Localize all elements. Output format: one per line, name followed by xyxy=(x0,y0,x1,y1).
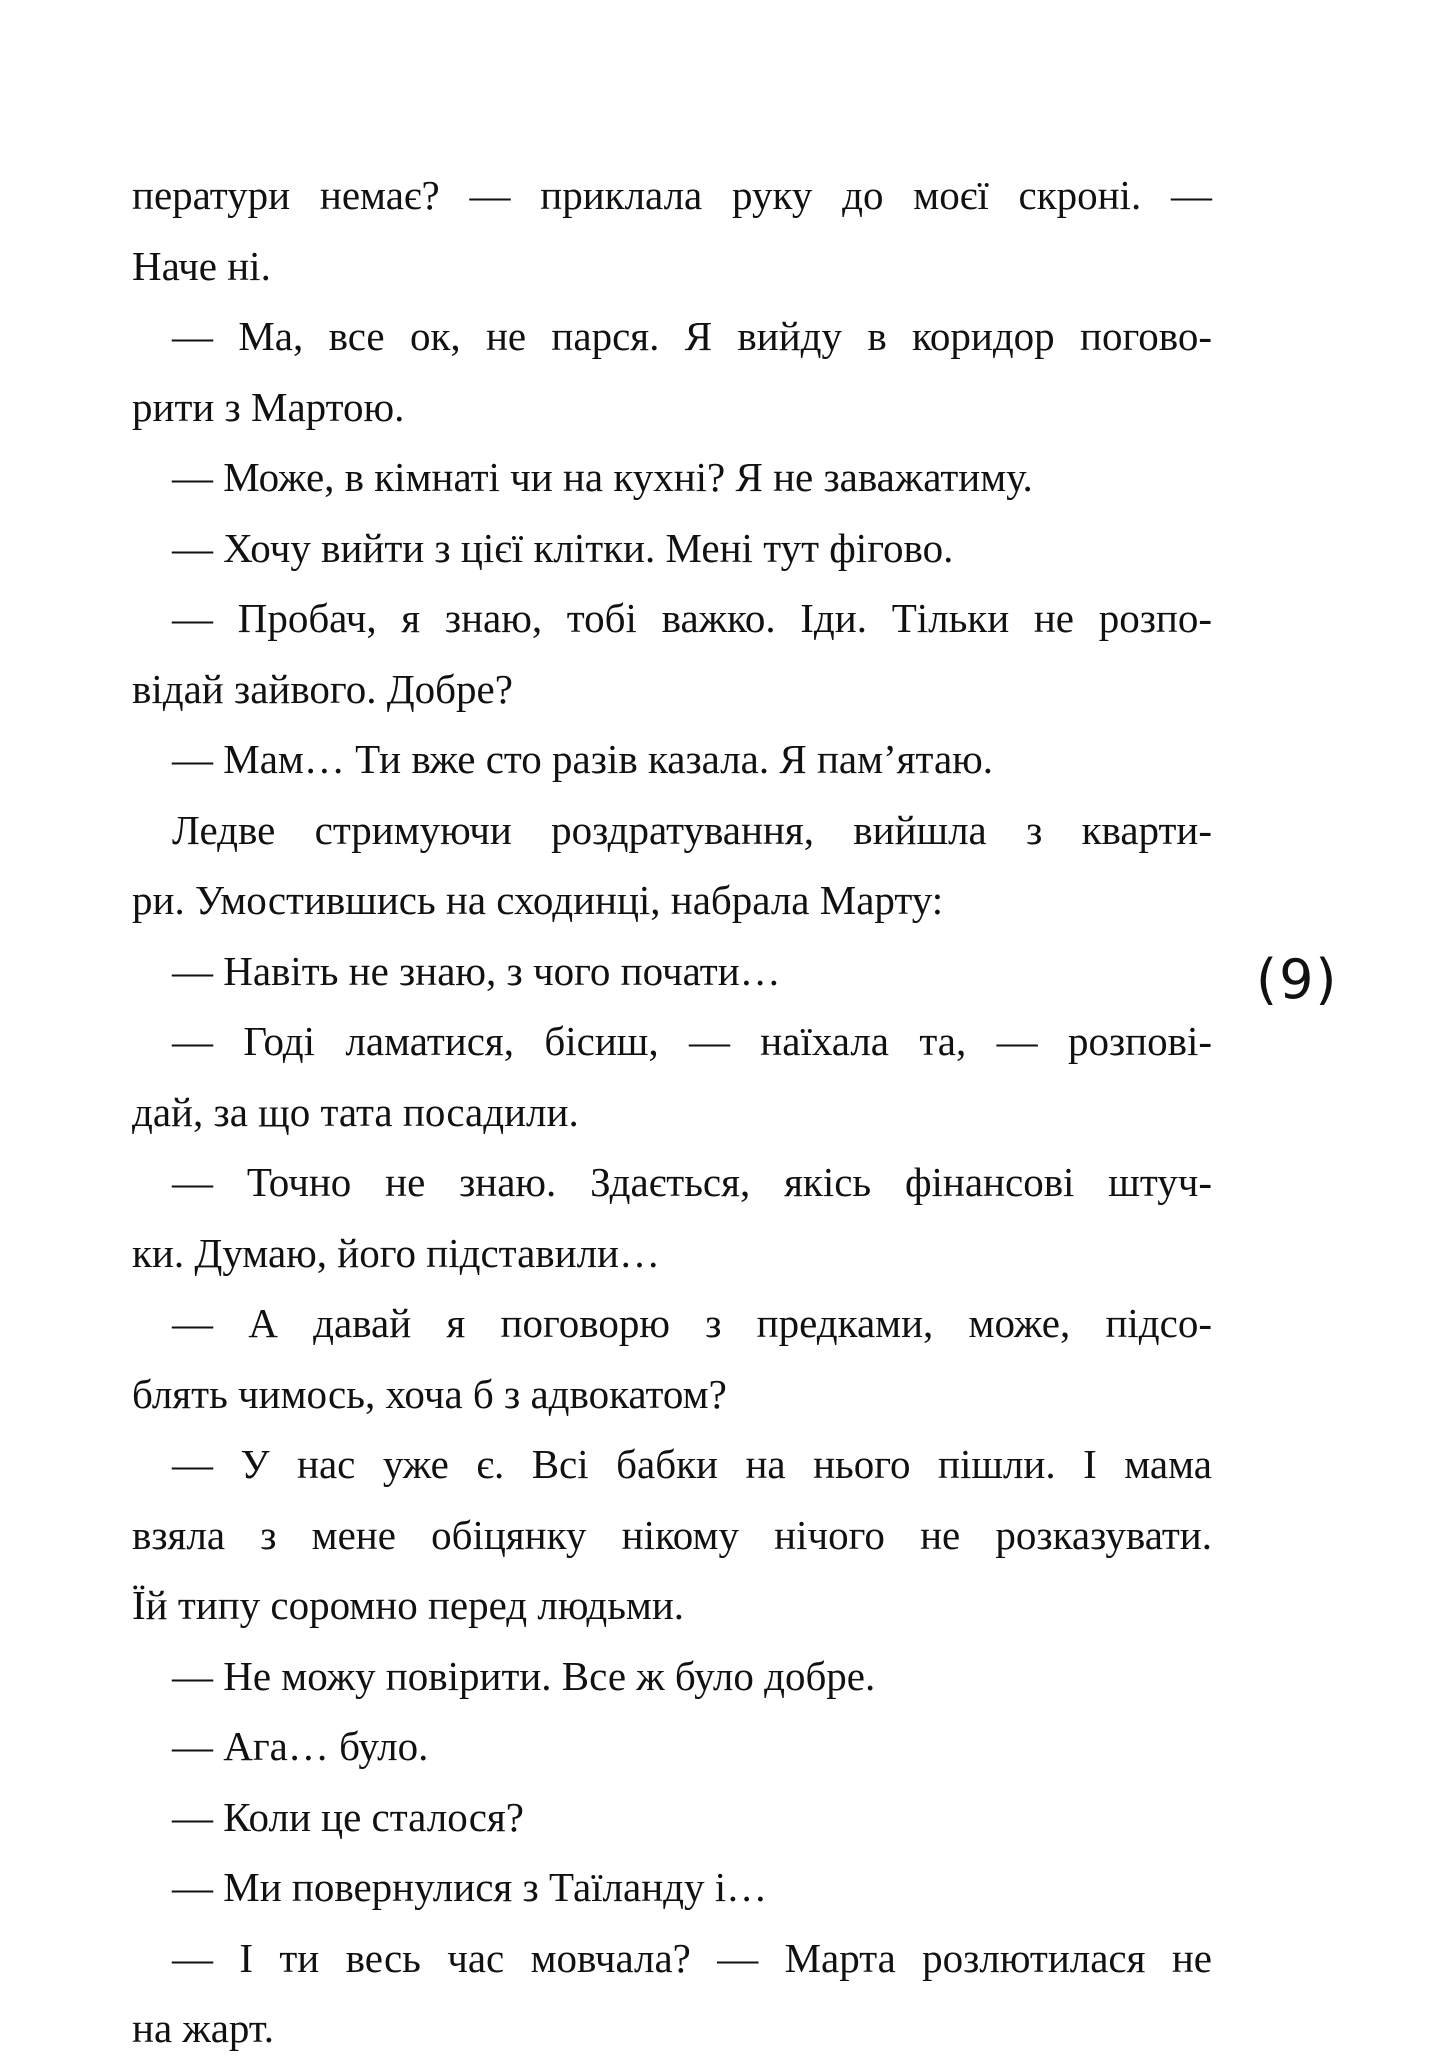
text-line: — У нас уже є. Всі бабки на нього пішли. І мама xyxy=(172,1441,1212,1487)
text-line: відай зайвого. Добре? xyxy=(132,665,513,712)
text-line: Наче ні. xyxy=(132,242,271,289)
text-line: — А давай я поговорю з предками, може, підсо- xyxy=(172,1300,1212,1346)
text-line: — Може, в кімнаті чи на кухні? Я не заважатиму. xyxy=(172,454,1033,500)
text-line: — Не можу повірити. Все ж було добре. xyxy=(172,1652,876,1699)
text-line: — Мам… Ти вже сто разів казала. Я пам’ятаю. xyxy=(172,736,994,782)
text-line: рити з Мартою. xyxy=(132,383,405,430)
text-line: — І ти весь час мовчала? — Марта розлютилася не xyxy=(172,1934,1212,1981)
book-page-body xyxy=(132,160,1212,2064)
text-line: — Пробач, я знаю, тобі важко. Іди. Тільки не розпо- xyxy=(172,595,1212,641)
text-line: Ледве стримуючи роздратування, вийшла з кварти- xyxy=(172,806,1212,853)
text-line: — Навіть не знаю, з чого почати… xyxy=(172,947,781,994)
page-number: (9) xyxy=(1256,948,1339,1011)
text-line: блять чимось, хоча б з адвокатом? xyxy=(132,1370,727,1417)
text-line: — Коли це сталося? xyxy=(172,1793,524,1840)
text-line: ри. Умостившись на сходинці, набрала Марту: xyxy=(132,877,944,923)
text-line: — Хочу вийти з цієї клітки. Мені тут фігово. xyxy=(172,524,954,571)
text-line: — Точно не знаю. Здається, якісь фінансові штуч- xyxy=(172,1159,1212,1205)
text-line: — Ага… було. xyxy=(172,1723,429,1769)
text-line: — Годі ламатися, бісиш, — наїхала та, — розпові- xyxy=(172,1018,1212,1064)
text-line: взяла з мене обіцянку нікому нічого не розказувати. xyxy=(132,1511,1212,1558)
text-line: — Ма, все ок, не парся. Я вийду в коридор погово- xyxy=(172,313,1212,359)
text-line: ки. Думаю, його підставили… xyxy=(132,1229,660,1276)
text-line: Їй типу соромно перед людьми. xyxy=(132,1582,685,1628)
text-line: — Ми повернулися з Таїланду і… xyxy=(172,1864,768,1910)
text-line: на жарт. xyxy=(132,2005,274,2051)
text-line: ператури немає? — приклала руку до моєї скроні. — xyxy=(132,172,1212,218)
text-line: дай, за що тата посадили. xyxy=(132,1088,579,1135)
